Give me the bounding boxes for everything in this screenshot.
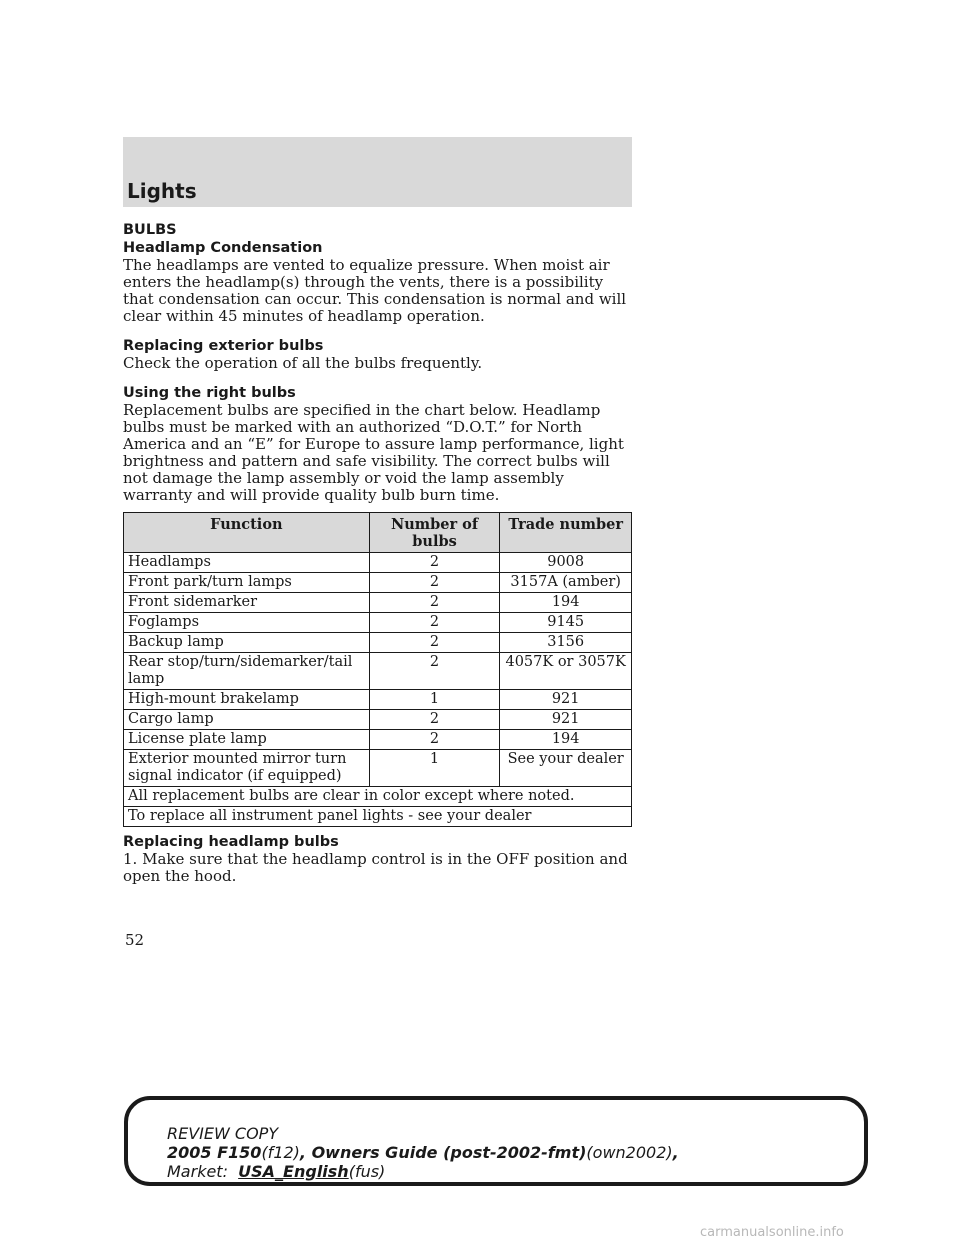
cell-function: License plate lamp (124, 730, 370, 750)
cell-trade-number: 3156 (500, 633, 632, 653)
paragraph-condensation: The headlamps are vented to equalize pressure. When moist air enters the headlamp(s) through the vents, there is a possibility that condensation can occur. This condensation is normal and will clear within 45 minutes of headlamp operation. (123, 256, 627, 325)
table-note-row (124, 787, 632, 807)
column-header-trade-number: Trade number (500, 513, 632, 553)
heading-headlamp-condensation: Headlamp Condensation (123, 240, 323, 256)
paragraph-step-1: 1. Make sure that the headlamp control is in the OFF position and open the hood. (123, 850, 628, 885)
table-row (124, 690, 632, 710)
model-name: 2005 F150 (167, 1143, 262, 1162)
review-copy-text (167, 1124, 679, 1181)
cell-trade-number: 9145 (500, 613, 632, 633)
table-note-instrument-panel: To replace all instrument panel lights - see your dealer (124, 807, 632, 827)
cell-function: Exterior mounted mirror turn signal indicator (if equipped) (124, 750, 370, 787)
watermark: carmanualsonline.info (700, 1225, 844, 1240)
cell-trade-number: 921 (500, 690, 632, 710)
paragraph-exterior: Check the operation of all the bulbs frequently. (123, 354, 483, 372)
cell-count: 2 (369, 573, 500, 593)
guide-name: , Owners Guide (post-2002-fmt) (299, 1143, 587, 1162)
cell-function: Front park/turn lamps (124, 573, 370, 593)
cell-function: Foglamps (124, 613, 370, 633)
cell-function: Cargo lamp (124, 710, 370, 730)
market-name: USA_English (238, 1162, 349, 1181)
cell-count: 2 (369, 613, 500, 633)
table-row (124, 593, 632, 613)
cell-function: Rear stop/turn/sidemarker/tail lamp (124, 653, 370, 690)
guide-code: (own2002) (586, 1143, 673, 1162)
page-number: 52 (125, 931, 145, 949)
review-copy-model-line (167, 1143, 679, 1162)
cell-trade-number: See your dealer (500, 750, 632, 787)
review-copy-market-line (167, 1162, 679, 1181)
cell-function: High-mount brakelamp (124, 690, 370, 710)
cell-function: Backup lamp (124, 633, 370, 653)
cell-trade-number: 921 (500, 710, 632, 730)
cell-function: Front sidemarker (124, 593, 370, 613)
section-header-band (123, 137, 632, 207)
cell-trade-number: 9008 (500, 553, 632, 573)
table-note-row (124, 807, 632, 827)
cell-trade-number: 4057K or 3057K (500, 653, 632, 690)
market-code: (fus) (348, 1162, 386, 1181)
table-row (124, 573, 632, 593)
table-header-row (124, 513, 632, 553)
cell-count: 1 (369, 690, 500, 710)
heading-using-right-bulbs: Using the right bulbs (123, 385, 296, 401)
paragraph-right-bulbs: Replacement bulbs are specified in the chart below. Headlamp bulbs must be marked with an authorized “D.O.T.” for North America and an “E” for Europe to assure lamp performance, light brightness and pattern and safe visibility. The correct bulbs will not damage the lamp assembly or void the lamp assembly warranty and will provide quality bulb burn time. (123, 401, 624, 504)
cell-trade-number: 194 (500, 593, 632, 613)
cell-count: 2 (369, 553, 500, 573)
bulb-table (123, 512, 632, 827)
table-note-clear-color: All replacement bulbs are clear in color except where noted. (124, 787, 632, 807)
table-row (124, 553, 632, 573)
line-comma: , (672, 1143, 679, 1162)
heading-replacing-exterior-bulbs: Replacing exterior bulbs (123, 338, 324, 354)
cell-trade-number: 3157A (amber) (500, 573, 632, 593)
column-header-number-of-bulbs: Number of bulbs (369, 513, 500, 553)
cell-count: 2 (369, 633, 500, 653)
page-content (123, 221, 632, 885)
cell-trade-number: 194 (500, 730, 632, 750)
cell-count: 1 (369, 750, 500, 787)
table-row (124, 710, 632, 730)
table-row (124, 633, 632, 653)
cell-function: Headlamps (124, 553, 370, 573)
section-title: Lights (127, 179, 197, 203)
table-row (124, 613, 632, 633)
table-row (124, 730, 632, 750)
table-row (124, 750, 632, 787)
cell-count: 2 (369, 593, 500, 613)
model-code: (f12) (261, 1143, 300, 1162)
cell-count: 2 (369, 730, 500, 750)
column-header-function: Function (124, 513, 370, 553)
heading-replacing-headlamp-bulbs: Replacing headlamp bulbs (123, 834, 339, 850)
review-copy-label: REVIEW COPY (167, 1124, 279, 1143)
market-label: Market: (167, 1162, 228, 1181)
table-row (124, 653, 632, 690)
cell-count: 2 (369, 710, 500, 730)
cell-count: 2 (369, 653, 500, 690)
heading-bulbs: BULBS (123, 222, 177, 238)
